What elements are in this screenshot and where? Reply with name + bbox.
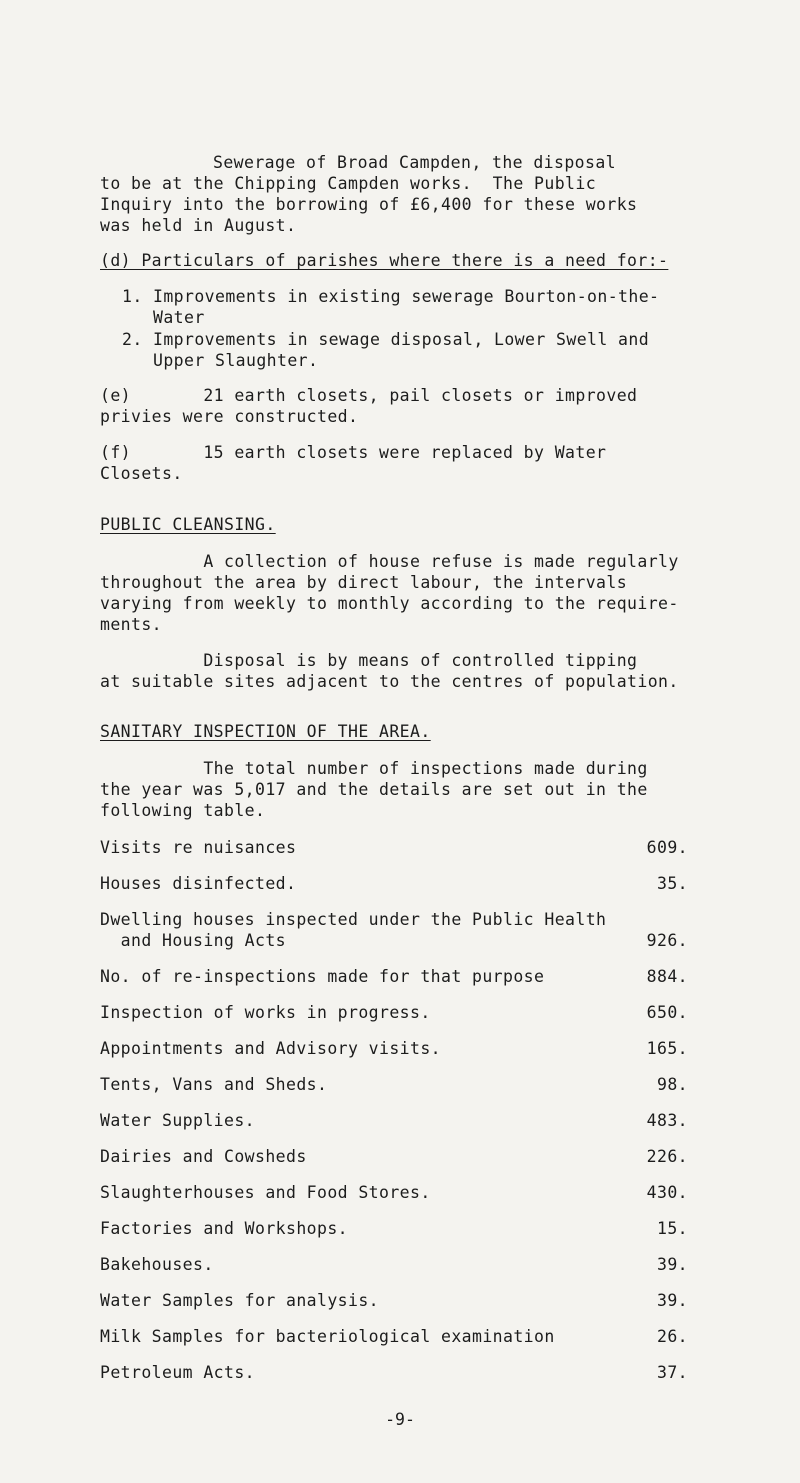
table-row-label: Dairies and Cowsheds [100,1147,307,1166]
table-row-label: Petroleum Acts. [100,1363,256,1382]
table-row-label: Visits re nuisances [100,838,297,857]
table-row-label: Milk Samples for bacteriological examination [100,1327,555,1346]
table-row-value: 26. [656,1327,688,1346]
item-e-line: privies were constructed. [100,407,359,426]
table-row-value: 483. [646,1111,688,1130]
public-cleansing-line: ments. [100,615,163,634]
item-f-line: Closets. [100,464,183,483]
particulars-item: 1. Improvements in existing sewerage Bourton-on-the- [122,287,660,306]
table-row-label: Slaughterhouses and Food Stores. [100,1183,431,1202]
particulars-item: 2. Improvements in sewage disposal, Lower Swell and [122,330,650,349]
table-row-label: Water Samples for analysis. [100,1291,380,1310]
table-row-label: Tents, Vans and Sheds. [100,1075,328,1094]
item-f-line: (f) 15 earth closets were replaced by Water [100,443,607,462]
sanitary-intro-line: following table. [100,801,266,820]
public-cleansing-line: varying from weekly to monthly according to the require- [100,594,679,613]
particulars-item: Water [122,308,205,327]
table-row-label: Factories and Workshops. [100,1219,349,1238]
sewerage-line: was held in August. [100,216,297,235]
public-cleansing-line: A collection of house refuse is made regularly [100,552,679,571]
sanitary-heading: SANITARY INSPECTION OF THE AREA. [100,722,431,741]
table-row-value: 609. [646,838,688,857]
table-row-value: 98. [656,1075,688,1094]
table-row-value: 650. [646,1003,688,1022]
sewerage-line: Inquiry into the borrowing of £6,400 for these works [100,195,638,214]
particulars-item: Upper Slaughter. [122,351,319,370]
table-row-value: 39. [656,1255,688,1274]
table-row-value: 165. [646,1039,688,1058]
public-cleansing-line: at suitable sites adjacent to the centres of population. [100,672,679,691]
table-row-value: 39. [656,1291,688,1310]
item-e-line: (e) 21 earth closets, pail closets or improved [100,386,638,405]
public-cleansing-line: Disposal is by means of controlled tipping [100,651,638,670]
table-row-value: 37. [656,1363,688,1382]
table-row-label: Dwelling houses inspected under the Public Health [100,910,607,929]
table-row-value: 884. [646,967,688,986]
sewerage-line: to be at the Chipping Campden works. The Public [100,174,597,193]
sanitary-intro-line: The total number of inspections made during [100,759,648,778]
table-row-value: 430. [646,1183,688,1202]
public-cleansing-line: throughout the area by direct labour, the intervals [100,573,628,592]
table-row-value: 926. [646,931,688,950]
table-row-label: Appointments and Advisory visits. [100,1039,442,1058]
page-number: -9- [385,1410,415,1429]
table-row-label: Inspection of works in progress. [100,1003,431,1022]
table-row-value: 15. [656,1219,688,1238]
table-row-label: Bakehouses. [100,1255,214,1274]
table-row-label: No. of re-inspections made for that purpose [100,967,545,986]
particulars-heading: (d) Particulars of parishes where there is a need for:- [100,251,669,270]
table-row-value: 226. [646,1147,688,1166]
table-row-label: Water Supplies. [100,1111,256,1130]
table-row-label: Houses disinfected. [100,874,297,893]
table-row-label: and Housing Acts [100,931,287,950]
table-row-value: 35. [656,874,688,893]
sewerage-line: Sewerage of Broad Campden, the disposal [213,153,617,172]
public-cleansing-heading: PUBLIC CLEANSING. [100,515,276,534]
sanitary-intro-line: the year was 5,017 and the details are set out in the [100,780,648,799]
